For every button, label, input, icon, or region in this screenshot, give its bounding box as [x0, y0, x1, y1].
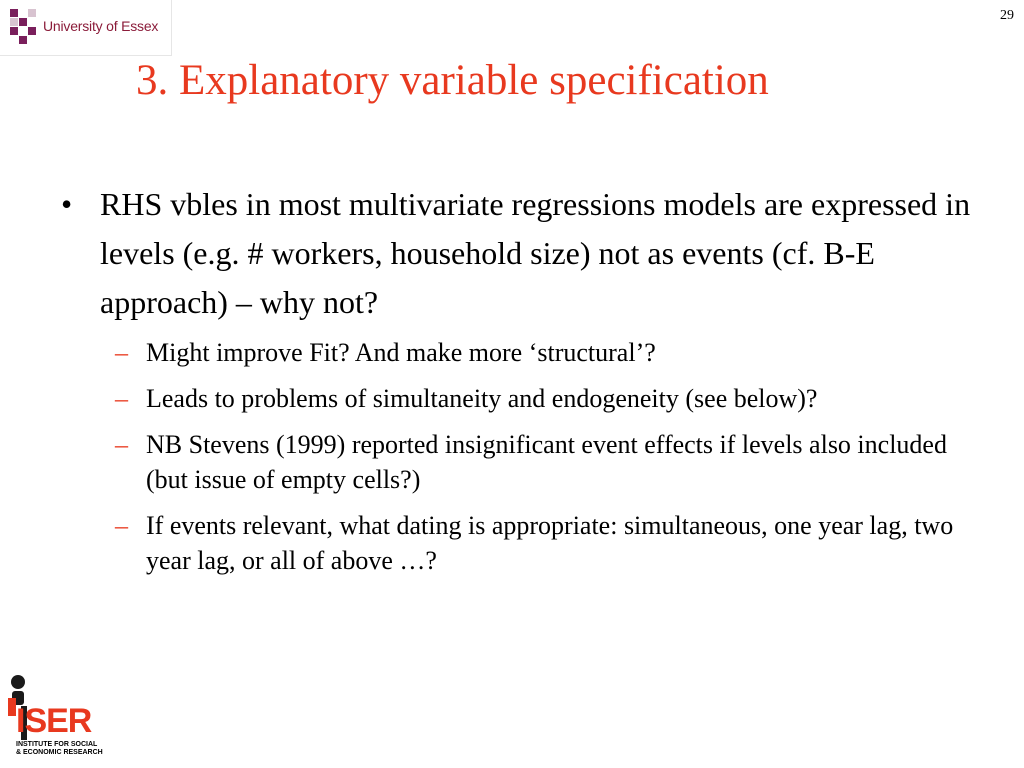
- bullet-marker: •: [61, 186, 73, 222]
- sub-bullet: [100, 335, 975, 370]
- dash-marker: –: [115, 338, 128, 367]
- iser-caption-line: INSTITUTE FOR SOCIAL: [16, 741, 98, 748]
- sub-bullet: [100, 381, 975, 416]
- sub-bullet-list: [100, 335, 975, 578]
- sub-bullet-text: Might improve Fit? And make more ‘structural’?: [146, 338, 656, 367]
- dash-marker: –: [115, 511, 128, 540]
- sub-bullet-text: Leads to problems of simultaneity and endogeneity (see below)?: [146, 384, 818, 413]
- main-bullet-text: RHS vbles in most multivariate regressions models are expressed in levels (e.g. # workers, household size) not as events (cf. B-E approach) – why not?: [100, 186, 971, 320]
- dash-marker: –: [115, 384, 128, 413]
- dash-marker: –: [115, 430, 128, 459]
- iser-caption: [16, 741, 103, 757]
- slide-title: 3. Explanatory variable specification: [136, 57, 769, 104]
- bullet-list: [55, 180, 975, 589]
- university-of-essex-logo: [0, 0, 172, 56]
- main-bullet: [55, 180, 975, 578]
- essex-logo-mark-icon: [10, 9, 36, 47]
- sub-bullet: [100, 508, 975, 578]
- iser-logo-text: ISER: [16, 702, 92, 740]
- university-name: University of Essex: [43, 18, 159, 34]
- sub-bullet-text: If events relevant, what dating is appropriate: simultaneous, one year lag, two year lag, or all of above …?: [146, 511, 954, 575]
- page-number: 29: [1000, 8, 1014, 23]
- sub-bullet: [100, 427, 975, 497]
- iser-caption-line: & ECONOMIC RESEARCH: [16, 749, 103, 756]
- sub-bullet-text: NB Stevens (1999) reported insignificant event effects if levels also included (but issue of empty cells?): [146, 430, 947, 494]
